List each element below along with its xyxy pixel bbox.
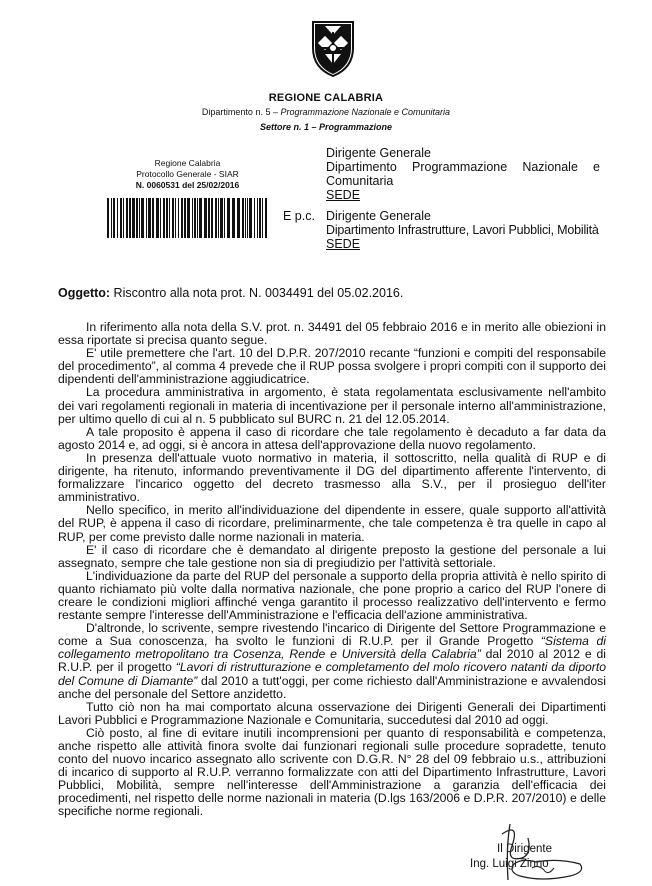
barcode-bar bbox=[120, 198, 122, 238]
protocol-stamp bbox=[100, 158, 275, 191]
recipient-2-title: Dirigente Generale bbox=[326, 209, 431, 223]
protocol-number: N. 0060531 del 25/02/2016 bbox=[135, 180, 240, 190]
paragraph: E' utile premettere che l'art. 10 del D.P.R. 207/2010 recante “funzioni e compiti del responsabile del procedimento”, al comma 4 prevede che il RUP possa svolgere i propri compiti con il supporto dei dipendenti dell'amministrazione aggiudicatrice. bbox=[58, 346, 606, 387]
barcode-bar bbox=[208, 198, 210, 238]
barcode-bar bbox=[259, 198, 261, 238]
recipient-1-department: Dipartimento Programmazione Nazionale e bbox=[326, 160, 600, 174]
barcode-bar bbox=[204, 198, 207, 238]
barcode-bar bbox=[262, 198, 263, 238]
barcode-bar bbox=[227, 198, 230, 238]
barcode-icon bbox=[107, 198, 270, 238]
barcode-bar bbox=[160, 198, 161, 238]
barcode-bar bbox=[237, 198, 240, 238]
barcode-bar bbox=[215, 198, 217, 238]
paragraph: Tutto ciò non ha mai comportato alcuna osservazione dei Dirigenti Generali dei Dipartimenti Lavori Pubblici e Programmazione Nazionale e Comunitaria, succedutesi dal 2010 ad oggi. bbox=[58, 699, 606, 727]
sector-line: Settore n. 1 – Programmazione bbox=[259, 122, 393, 132]
barcode-bar bbox=[156, 198, 159, 238]
handwritten-signature bbox=[462, 818, 587, 884]
barcode-bar bbox=[136, 198, 138, 238]
barcode-bar bbox=[172, 198, 174, 238]
coat-of-arms-emblem bbox=[311, 20, 355, 78]
barcode-bar bbox=[211, 198, 213, 238]
organization-name: REGIONE CALABRIA bbox=[268, 92, 384, 104]
paragraph: In presenza dell'attuale vuoto normativo in materia, il sottoscritto, nella qualità di RUP e di dirigente, ha ritenuto, informando preventivamente il DG del dipartimento afferente l'intervento, di formalizzare l'incarico oggetto del decreto trasmesso alla S.V., per il prosieguo dell'iter amministrativo. bbox=[58, 450, 606, 505]
barcode-bar bbox=[146, 198, 147, 238]
barcode-bar bbox=[232, 198, 235, 238]
paragraph: E' il caso di ricordare che è demandato al dirigente preposto la gestione del personale a lui assegnato, sempre che tale gestione non sia di pregiudizio per l'attività settoriale. bbox=[58, 542, 606, 570]
barcode-bar bbox=[245, 198, 246, 238]
signature-role: Il Dirigente bbox=[497, 843, 552, 855]
barcode-bar bbox=[257, 198, 258, 238]
barcode-bar bbox=[113, 198, 115, 238]
barcode-bar bbox=[254, 198, 255, 238]
barcode-bar bbox=[166, 198, 168, 238]
barcode-bar bbox=[123, 198, 124, 238]
barcode-bar bbox=[139, 198, 140, 238]
barcode-bar bbox=[126, 198, 128, 238]
barcode-bar bbox=[178, 198, 179, 238]
paragraph: Nello specifico, in merito all'individuazione del dipendente in essere, quale supporto all'attività del RUP, è appena il caso di ricordare, preliminarmente, che tale competenza è tra quelle in capo al RUP, per come previsto dalle norme nazionali in materia. bbox=[58, 503, 606, 544]
paragraph: A tale proposito è appena il caso di ricordare che tale regolamento è decaduto a far data da agosto 2014 e, ad oggi, si è ancora in attesa dell'approvazione della nuovo regolamento. bbox=[58, 424, 606, 452]
barcode-bar bbox=[220, 198, 223, 238]
barcode-bar bbox=[129, 198, 131, 238]
barcode-bar bbox=[247, 198, 248, 238]
barcode-bar bbox=[111, 198, 112, 238]
barcode-bar bbox=[169, 198, 170, 238]
barcode-bar bbox=[141, 198, 144, 238]
recipient-1 bbox=[326, 146, 600, 202]
barcode-bar bbox=[184, 198, 186, 238]
recipient-1-title: Dirigente Generale bbox=[326, 146, 431, 160]
barcode-bar bbox=[163, 198, 165, 238]
department-line: Dipartimento n. 5 – Programmazione Nazionale e Comunitaria bbox=[201, 107, 451, 117]
paragraph: La procedura amministrativa in argomento, è stata regolamentata esclusivamente nell'ambito dei vari regolamenti regionali in materia di incentivazione per il personale interno all'amministrazione, per ultimo quello di cui al n. 5 pubblicato sul BURC n. 21 del 12.05.2014. bbox=[58, 385, 606, 426]
barcode-bar bbox=[265, 198, 267, 238]
protocol-line1: Regione Calabria bbox=[154, 158, 221, 168]
barcode-bar bbox=[117, 198, 118, 238]
barcode-bar bbox=[218, 198, 219, 238]
signature-name: Ing. Luigi Zinno bbox=[470, 858, 549, 870]
paragraph: In riferimento alla nota della S.V. prot. n. 34491 del 05 febbraio 2016 e in merito alle obiezioni in essa riportate si precisa quanto segue. bbox=[58, 320, 606, 348]
epc-label: E p.c. bbox=[283, 209, 315, 223]
letter-body bbox=[58, 321, 606, 819]
barcode-bar bbox=[242, 198, 244, 238]
barcode-bar bbox=[148, 198, 151, 238]
barcode-bar bbox=[187, 198, 190, 238]
barcode-bar bbox=[194, 198, 196, 238]
barcode-bar bbox=[175, 198, 176, 238]
recipient-2-sede: SEDE bbox=[326, 237, 361, 251]
barcode-bar bbox=[181, 198, 183, 238]
paragraph: Ciò posto, al fine di evitare inutili incomprensioni per quanto di responsabilità e competenza, anche rispetto alle attività finora svolte dai funzionari regionali sulle procedure sopradette, tenuto conto del nuovo incarico assegnato allo scrivente con D.G.R. N° 28 del 09 febbraio u.s., attribuzioni di incarico di supporto al R.U.P. verranno formalizzate con atti del Dipartimento Infrastrutture, Lavori Pubblici, Mobilità, sempre nell'interesse dell'Amministrazione a garanzia dell'efficacia dei procedimenti, nel rispetto delle norme nazionali in materia (D.lgs 163/2006 e D.P.R. 207/2010) e delle specifiche norme regionali. bbox=[58, 725, 606, 819]
paragraph: L'individuazione da parte del RUP del personale a supporto della propria attività è nello spirito di quanto richiamato più volte dalla normativa nazionale, che pone proprio a carico del RUP l'onere di creare le condizioni migliori affinché venga garantito il processo realizzativo dell'intervento e fermo restante sempre l'interesse dell'Amministrazione e l'efficacia dell'azione amministrativa. bbox=[58, 568, 606, 623]
barcode-bar bbox=[199, 198, 202, 238]
barcode-bar bbox=[107, 198, 109, 238]
barcode-bar bbox=[197, 198, 198, 238]
paragraph-projects: D'altronde, lo scrivente, sempre rivestendo l'incarico di Dirigente del Settore Programmazione e come a Sua conoscenza, ha svolto le funzioni di R.U.P. per il Grande Progetto “Sistema di collegamento metropolitano tra Cosenza, Rende e Università della Calabria” dal 2010 al 2012 e di R.U.P. per il progetto “Lavori di ristrutturazione e completamento del molo ricovero natanti da diporto del Comune di Diamante” dal 2010 a tutt'oggi, per come richiesto dall'Amministrazione e avvalendosi anche del personale del Settore anzidetto. bbox=[58, 621, 606, 701]
recipient-2 bbox=[326, 209, 600, 251]
barcode-bar bbox=[249, 198, 252, 238]
barcode-bar bbox=[132, 198, 135, 238]
barcode-bar bbox=[152, 198, 154, 238]
recipient-2-department: Dipartimento Infrastrutture, Lavori Pubblici, Mobilità bbox=[326, 223, 599, 237]
recipient-1-department-cont: Comunitaria bbox=[326, 174, 394, 188]
subject-line: Oggetto: Riscontro alla nota prot. N. 0034491 del 05.02.2016. bbox=[58, 286, 404, 300]
protocol-line2: Protocollo Generale - SIAR bbox=[136, 169, 239, 179]
barcode-bar bbox=[224, 198, 225, 238]
recipient-1-sede: SEDE bbox=[326, 188, 361, 202]
barcode-bar bbox=[192, 198, 193, 238]
